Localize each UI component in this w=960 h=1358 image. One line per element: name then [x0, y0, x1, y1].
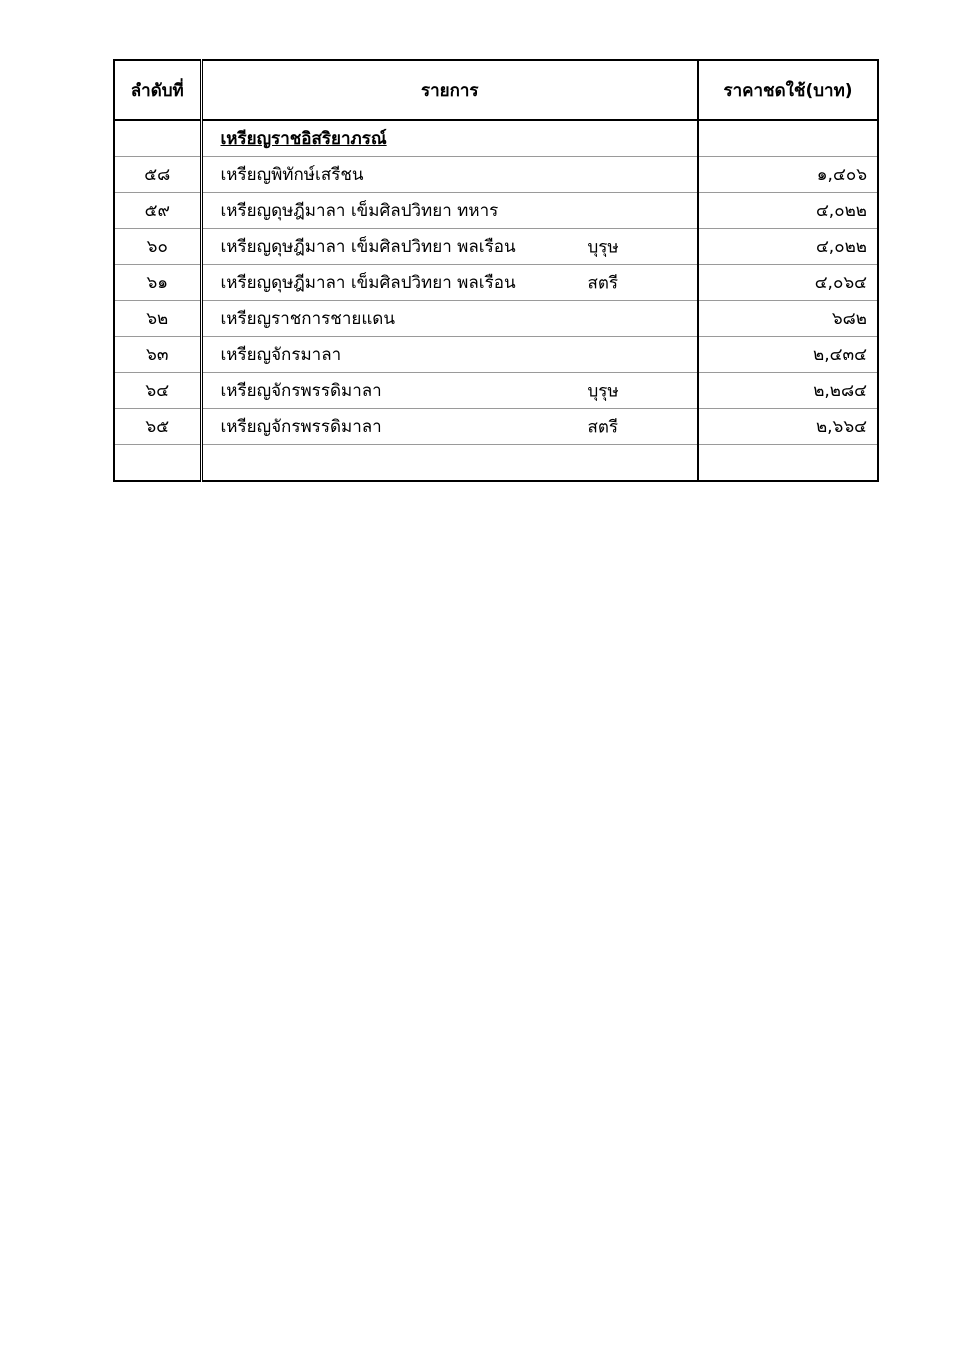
row-number: ๖๑ — [114, 265, 201, 301]
row-item: เหรียญจักรมาลา — [220, 345, 342, 365]
table-row — [114, 157, 878, 193]
table-row — [114, 373, 878, 409]
row-variant: บุรุษ — [587, 237, 619, 257]
row-price: ๒,๒๘๔ — [698, 373, 878, 409]
row-price: ๔,๐๒๒ — [698, 229, 878, 265]
row-price: ๑,๔๐๖ — [698, 157, 878, 193]
row-item: เหรียญดุษฎีมาลา เข็มศิลปวิทยา พลเรือน — [220, 273, 516, 293]
row-item-cell — [201, 409, 698, 445]
row-variant: สตรี — [587, 273, 619, 293]
table-header — [114, 60, 878, 120]
price-table-container — [113, 59, 877, 482]
row-item: เหรียญดุษฎีมาลา เข็มศิลปวิทยา ทหาร — [220, 201, 499, 221]
table-row — [114, 193, 878, 229]
row-number: ๕๘ — [114, 157, 201, 193]
header-row — [114, 60, 878, 120]
empty-cell — [698, 120, 878, 157]
row-item-cell — [201, 301, 698, 337]
empty-cell — [698, 445, 878, 482]
table-row — [114, 301, 878, 337]
table-body — [114, 120, 878, 481]
table-row — [114, 337, 878, 373]
price-table — [113, 59, 879, 482]
row-number: ๖๕ — [114, 409, 201, 445]
row-price: ๒,๔๓๔ — [698, 337, 878, 373]
row-price: ๖๘๒ — [698, 301, 878, 337]
table-row — [114, 265, 878, 301]
row-item-cell — [201, 157, 698, 193]
row-item: เหรียญดุษฎีมาลา เข็มศิลปวิทยา พลเรือน — [220, 237, 516, 257]
row-price: ๔,๐๖๔ — [698, 265, 878, 301]
row-item-cell — [201, 229, 698, 265]
header-price: ราคาชดใช้(บาท) — [698, 60, 878, 120]
header-item: รายการ — [201, 60, 698, 120]
row-item: เหรียญพิทักษ์เสรีชน — [220, 165, 364, 185]
row-number: ๖๐ — [114, 229, 201, 265]
row-variant: บุรุษ — [587, 381, 619, 401]
row-item-cell — [201, 265, 698, 301]
group-heading: เหรียญราชอิสริยาภรณ์ — [220, 129, 387, 149]
row-item: เหรียญจักรพรรดิมาลา — [220, 417, 382, 437]
row-item-cell — [201, 337, 698, 373]
empty-cell — [201, 445, 698, 482]
row-price: ๔,๐๒๒ — [698, 193, 878, 229]
table-row — [114, 229, 878, 265]
row-number: ๖๒ — [114, 301, 201, 337]
row-number: ๖๔ — [114, 373, 201, 409]
row-price: ๒,๖๖๔ — [698, 409, 878, 445]
row-number: ๖๓ — [114, 337, 201, 373]
row-variant: สตรี — [587, 417, 619, 437]
row-item-cell — [201, 373, 698, 409]
table-row — [114, 409, 878, 445]
header-number: ลำดับที่ — [114, 60, 201, 120]
empty-row — [114, 445, 878, 482]
group-heading-row — [114, 120, 878, 157]
empty-cell — [114, 445, 201, 482]
row-item-cell — [201, 193, 698, 229]
group-heading-cell — [201, 120, 698, 157]
row-item: เหรียญราชการชายแดน — [220, 309, 395, 329]
row-number: ๕๙ — [114, 193, 201, 229]
empty-cell — [114, 120, 201, 157]
row-item: เหรียญจักรพรรดิมาลา — [220, 381, 382, 401]
